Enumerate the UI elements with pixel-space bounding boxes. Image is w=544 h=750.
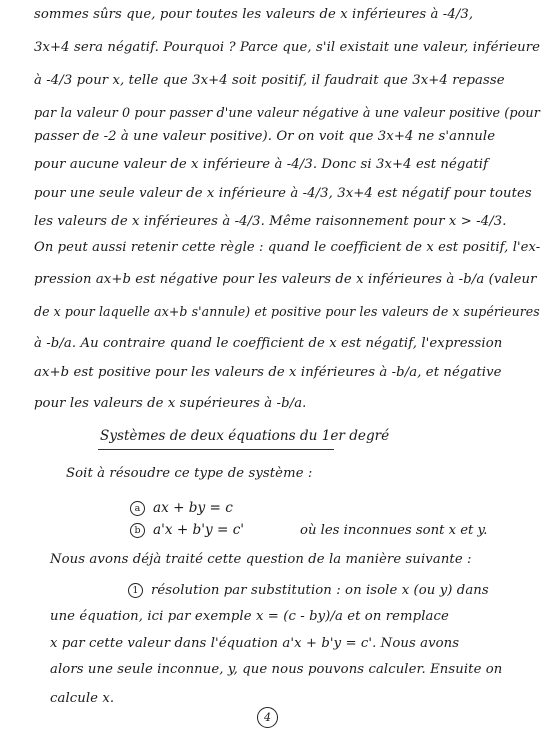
intro-line: Soit à résoudre ce type de système :: [66, 466, 313, 481]
text-line: pour les valeurs de x supérieures à -b/a.: [34, 396, 307, 411]
equation-a: [130, 500, 233, 516]
equation-b: [130, 522, 244, 538]
text-line: les valeurs de x inférieures à -4/3. Même raisonnement pour x > -4/3.: [34, 214, 507, 229]
equation-text: ax + by = c: [153, 500, 233, 516]
equation-marker: a: [130, 501, 145, 516]
page-number: 4: [257, 707, 278, 728]
text-line: par la valeur 0 pour passer d'une valeur négative à une valeur positive (pour: [34, 106, 540, 121]
text-line: On peut aussi retenir cette règle : quand le coefficient de x est positif, l'ex-: [34, 240, 541, 255]
method-marker: 1: [128, 583, 143, 598]
text-line: passer de -2 à une valeur positive). Or on voit que 3x+4 ne s'annule: [34, 129, 496, 144]
text-line: pression ax+b est négative pour les valeurs de x inférieures à -b/a (valeur: [34, 272, 537, 287]
text-line: sommes sûrs que, pour toutes les valeurs de x inférieures à -4/3,: [34, 7, 474, 22]
text-line: une équation, ici par exemple x = (c - by)/a et on remplace: [50, 609, 449, 624]
heading-underline: [98, 449, 334, 450]
text-line: à -b/a. Au contraire quand le coefficient de x est négatif, l'expression: [34, 336, 503, 351]
text-line: Nous avons déjà traité cette question de la manière suivante :: [50, 552, 472, 567]
text-line: ax+b est positive pour les valeurs de x inférieures à -b/a, et négative: [34, 365, 502, 380]
text-line: calcule x.: [50, 691, 115, 706]
text-line: pour une seule valeur de x inférieure à -4/3, 3x+4 est négatif pour toutes: [34, 186, 532, 201]
text-line: pour aucune valeur de x inférieure à -4/3. Donc si 3x+4 est négatif: [34, 157, 489, 172]
equation-marker: b: [130, 523, 145, 538]
text-line: alors une seule inconnue, y, que nous pouvons calculer. Ensuite on: [50, 662, 503, 677]
text-line: x par cette valeur dans l'équation a'x + b'y = c'. Nous avons: [50, 636, 460, 651]
method-text: résolution par substitution : on isole x (ou y) dans: [151, 583, 489, 598]
text-line: 3x+4 sera négatif. Pourquoi ? Parce que, s'il existait une valeur, inférieure: [34, 40, 541, 55]
unknowns-note: où les inconnues sont x et y.: [300, 523, 488, 538]
method-line: [128, 583, 489, 599]
equation-text: a'x + b'y = c': [153, 522, 245, 538]
text-line: de x pour laquelle ax+b s'annule) et positive pour les valeurs de x supérieures: [34, 305, 540, 320]
section-heading: Systèmes de deux équations du 1er degré: [100, 428, 390, 444]
text-line: à -4/3 pour x, telle que 3x+4 soit positif, il faudrait que 3x+4 repasse: [34, 73, 505, 88]
